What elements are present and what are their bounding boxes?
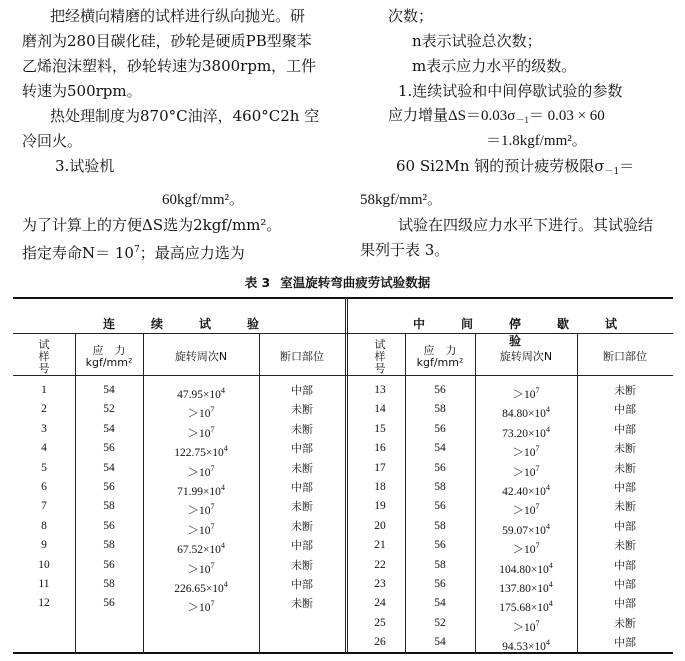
- sample-number: 6: [41, 481, 47, 493]
- group-continuous: 连续试验: [102, 317, 295, 331]
- stress-value: 56: [103, 558, 115, 571]
- cycles-mantissa: 84.80×10: [502, 408, 546, 421]
- fracture-location: 未断: [614, 539, 636, 553]
- table-row: [13, 594, 673, 613]
- sample-number: 3: [41, 422, 47, 435]
- group-intermittent: 中间停歇试验: [412, 317, 653, 348]
- header-stress-left: [75, 345, 143, 369]
- cycles-exponent: 4: [548, 560, 553, 570]
- formula-suffix: ＝ 0.03 × 60: [528, 108, 605, 124]
- body-right-line-1: 次数；: [388, 7, 434, 25]
- cycles-exponent: 7: [535, 386, 540, 395]
- formula-result: ＝1.8kgf/mm²。: [486, 133, 587, 149]
- body-left-line-1: 把经横向精磨的试样进行纵向抛光。研: [50, 7, 306, 25]
- fracture-location: 未断: [614, 384, 636, 397]
- body-left-line-2: 磨剂为280目碳化硅，砂轮是硬质PB型聚苯: [22, 32, 312, 50]
- fracture-location: 中部: [291, 539, 313, 553]
- stress-value: 56: [434, 539, 446, 552]
- cycles-mantissa: ＞10: [512, 544, 536, 557]
- body-left-line-6: 冷回火。: [22, 132, 83, 150]
- body-right-line-3: m表示应力水平的级数。: [412, 57, 577, 75]
- stress-value: 54: [103, 422, 115, 435]
- sample-number: 11: [38, 578, 50, 590]
- cycles-exponent: 7: [210, 560, 215, 570]
- sample-number: 10: [38, 558, 50, 571]
- fracture-location: 未断: [291, 461, 313, 475]
- stress-value: 56: [103, 481, 115, 493]
- fracture-location: 中部: [614, 422, 636, 436]
- stress-value: 56: [434, 422, 446, 435]
- stress-value: 58: [434, 481, 446, 493]
- table-title: 室温旋转弯曲疲劳试验数据: [280, 275, 431, 290]
- sample-number: 5: [41, 461, 47, 474]
- header-cycles-left: 旋转周次N: [174, 350, 228, 363]
- body-left-line-4: 转速为500rpm。: [22, 82, 142, 100]
- cycles-exponent: 7: [535, 463, 540, 473]
- body-left-line-7: 3.试验机: [55, 157, 115, 175]
- fracture-location: 中部: [614, 636, 636, 650]
- sample-number: 19: [374, 500, 386, 513]
- fracture-location: 未断: [614, 616, 636, 630]
- table-row: [13, 400, 673, 419]
- formula-sub: －1: [515, 115, 529, 125]
- body-left-line-5: 热处理制度为870°C油淬，460°C2h 空: [50, 107, 320, 125]
- fracture-location: 未断: [291, 422, 313, 436]
- cycles-exponent: 7: [210, 463, 215, 473]
- cycles-mantissa: 59.07×10: [502, 524, 546, 537]
- table-row: [13, 633, 673, 652]
- cycles-exponent: 7: [210, 521, 215, 531]
- sample-number: 17: [374, 461, 386, 474]
- header-stress-left-2: kgf/mm²: [85, 356, 133, 369]
- header-fracture-left: 断口部位: [280, 350, 324, 363]
- fatigue-limit-value-right: 58kgf/mm²。: [360, 192, 442, 208]
- fracture-location: 未断: [291, 500, 313, 514]
- cycles-mantissa: 137.80×10: [499, 583, 549, 595]
- fracture-location: 未断: [291, 558, 313, 572]
- cycles-exponent: 4: [545, 638, 550, 648]
- fracture-location: 未断: [614, 442, 636, 456]
- cycles-exponent: 4: [545, 483, 550, 492]
- stress-value: 52: [434, 616, 446, 629]
- fracture-location: 未断: [291, 403, 313, 417]
- fatigue-limit-line: [396, 156, 634, 182]
- stress-value: 54: [434, 636, 446, 649]
- cycles-exponent: 7: [210, 599, 215, 609]
- sample-number: 15: [374, 422, 386, 435]
- header-stress-right-1: 应 力: [423, 344, 457, 357]
- cycles-mantissa: 42.40×10: [502, 486, 546, 498]
- header-stress-right-2: kgf/mm²: [416, 356, 464, 369]
- cycles-exponent: 4: [220, 483, 225, 492]
- lower-left-line-1: 为了计算上的方便ΔS选为2kgf/mm²。: [22, 216, 282, 234]
- table-row: [13, 497, 673, 516]
- max-stress-text: ；最高应力选为: [139, 244, 245, 262]
- stress-value: 54: [434, 442, 446, 455]
- sample-number: 4: [41, 442, 47, 455]
- stress-value: 56: [103, 519, 115, 532]
- cycles-mantissa: ＞10: [187, 563, 211, 576]
- table-row: [13, 556, 673, 575]
- stress-value: 58: [434, 558, 446, 571]
- cycles-mantissa: ＞10: [187, 427, 211, 440]
- header-sample-left: 试样号: [38, 338, 50, 375]
- stress-value: 58: [103, 500, 115, 513]
- formula-prefix: 应力增量ΔS＝0.03σ: [388, 108, 516, 124]
- table-row: [13, 478, 673, 497]
- header-cycles-right: 旋转周次N: [499, 350, 553, 363]
- life-sup: 7: [133, 245, 140, 255]
- cycles-exponent: 7: [535, 502, 540, 512]
- sample-number: 2: [41, 403, 47, 416]
- sample-number: 22: [374, 558, 386, 571]
- cycles-mantissa: ＞10: [512, 466, 536, 479]
- cycles-mantissa: ＞10: [187, 524, 211, 537]
- top-rule: [13, 297, 673, 299]
- fracture-location: 中部: [291, 578, 313, 591]
- fracture-location: 未断: [614, 461, 636, 475]
- cycles-exponent: 4: [548, 580, 553, 589]
- fracture-location: 中部: [291, 384, 313, 397]
- sample-number: 21: [374, 539, 386, 552]
- sample-number: 24: [374, 597, 386, 610]
- life-text: 指定寿命N＝ 10: [22, 244, 134, 262]
- cycles-mantissa: ＞10: [512, 389, 536, 401]
- lower-right-line-2: 果列于表 3。: [360, 241, 450, 259]
- stress-value: 56: [103, 442, 115, 455]
- cycles-exponent: 7: [210, 424, 215, 434]
- sample-number: 8: [41, 519, 47, 532]
- fatigue-data-table: [13, 297, 673, 654]
- stress-value: 58: [103, 539, 115, 552]
- cycles-exponent: 4: [545, 521, 550, 531]
- sample-number: 18: [374, 481, 386, 493]
- stress-increment-formula: [388, 106, 605, 130]
- fracture-location: 中部: [614, 578, 636, 591]
- lower-right-line-1: 试验在四级应力水平下进行。其试验结: [398, 216, 654, 234]
- cycles-exponent: 7: [210, 405, 215, 415]
- fatigue-limit-sub: －1: [604, 167, 620, 177]
- sample-number: 14: [374, 403, 386, 416]
- table-row: [13, 459, 673, 478]
- cycles-exponent: 4: [545, 405, 550, 415]
- cycles-exponent: 7: [535, 618, 540, 628]
- header-stress-right: [405, 345, 475, 369]
- cycles-exponent: 4: [548, 599, 553, 609]
- cycles-mantissa: 175.68×10: [499, 602, 549, 615]
- sample-number: 1: [41, 384, 47, 396]
- table-row: [13, 536, 673, 555]
- fracture-location: 未断: [291, 597, 313, 611]
- cycles-exponent: 4: [223, 444, 228, 454]
- fatigue-limit-text: 60 Si2Mn 钢的预计疲劳极限σ: [396, 157, 605, 175]
- cycles-exponent: 7: [210, 502, 215, 512]
- fracture-location: 中部: [614, 403, 636, 417]
- fracture-location: 中部: [614, 558, 636, 572]
- table-row: [13, 381, 673, 400]
- sample-number: 13: [374, 384, 386, 396]
- fracture-location: 中部: [291, 442, 313, 456]
- header-stress-left-1: 应 力: [92, 344, 126, 357]
- column-header-line: [13, 375, 673, 376]
- table-row: [13, 439, 673, 458]
- stress-value: 54: [103, 461, 115, 474]
- sample-number: 20: [374, 519, 386, 532]
- table-row: [13, 517, 673, 536]
- sample-number: 7: [41, 500, 47, 513]
- stress-value: 58: [434, 403, 446, 416]
- fracture-location: 中部: [614, 519, 636, 533]
- fracture-location: 中部: [291, 481, 313, 494]
- stress-value: 58: [434, 519, 446, 532]
- sample-number: 12: [38, 597, 50, 610]
- table-caption: [0, 273, 685, 291]
- fracture-location: 中部: [614, 481, 636, 494]
- stress-value: 56: [434, 384, 446, 396]
- stress-value: 56: [103, 597, 115, 610]
- cycles-mantissa: 226.65×10: [174, 583, 224, 595]
- stress-value: 56: [434, 578, 446, 590]
- stress-value: 52: [103, 403, 115, 416]
- body-left-line-3: 乙烯泡沫塑料，砂轮转速为3800rpm，工件: [22, 57, 317, 75]
- cycles-mantissa: 122.75×10: [174, 447, 224, 460]
- cycles-exponent: 7: [535, 541, 540, 551]
- stress-value: 54: [103, 384, 115, 396]
- cycles-mantissa: 73.20×10: [502, 427, 546, 440]
- lower-left-line-2: [22, 240, 245, 263]
- stress-value: 54: [434, 597, 446, 610]
- cycles-mantissa: 71.99×10: [177, 486, 221, 498]
- cycles-mantissa: ＞10: [512, 621, 536, 634]
- cycles-exponent: 4: [220, 386, 225, 395]
- fracture-location: 未断: [291, 519, 313, 533]
- header-sample-right: 试样号: [374, 338, 386, 375]
- body-right-line-2: n表示试验总次数；: [412, 32, 542, 50]
- fatigue-limit-eq: ＝: [619, 157, 635, 175]
- cycles-mantissa: 104.80×10: [499, 563, 549, 576]
- cycles-exponent: 4: [220, 541, 225, 551]
- cycles-mantissa: ＞10: [187, 505, 211, 518]
- cycles-value: [475, 633, 577, 657]
- cycles-mantissa: 67.52×10: [177, 544, 221, 557]
- cycles-mantissa: ＞10: [187, 466, 211, 479]
- sample-number: 23: [374, 578, 386, 590]
- cycles-mantissa: ＞10: [512, 505, 536, 518]
- fatigue-limit-value-left: 60kgf/mm²。: [162, 192, 244, 208]
- cycles-exponent: 7: [535, 444, 540, 454]
- table-row: [13, 420, 673, 439]
- cycles-exponent: 4: [223, 580, 228, 589]
- sample-number: 16: [374, 442, 386, 455]
- stress-value: 58: [103, 578, 115, 590]
- cycles-mantissa: ＞10: [187, 408, 211, 421]
- sample-number: 26: [374, 636, 386, 649]
- cycles-mantissa: 94.53×10: [502, 641, 546, 654]
- cycles-exponent: 4: [545, 424, 550, 434]
- cycles-mantissa: ＞10: [187, 602, 211, 615]
- table-row: [13, 614, 673, 633]
- fracture-location: 未断: [614, 500, 636, 514]
- stress-value: 56: [434, 500, 446, 513]
- stress-value: 56: [434, 461, 446, 474]
- sample-number: 9: [41, 539, 47, 552]
- body-right-line-4: 1.连续试验和中间停歇试验的参数: [398, 82, 623, 100]
- table-row: [13, 575, 673, 594]
- fracture-location: 中部: [614, 597, 636, 611]
- table-number: 表 3: [244, 275, 271, 290]
- cycles-mantissa: 47.95×10: [177, 389, 221, 401]
- header-fracture-right: 断口部位: [603, 350, 647, 363]
- cycles-mantissa: ＞10: [512, 447, 536, 460]
- sample-number: 25: [374, 616, 386, 629]
